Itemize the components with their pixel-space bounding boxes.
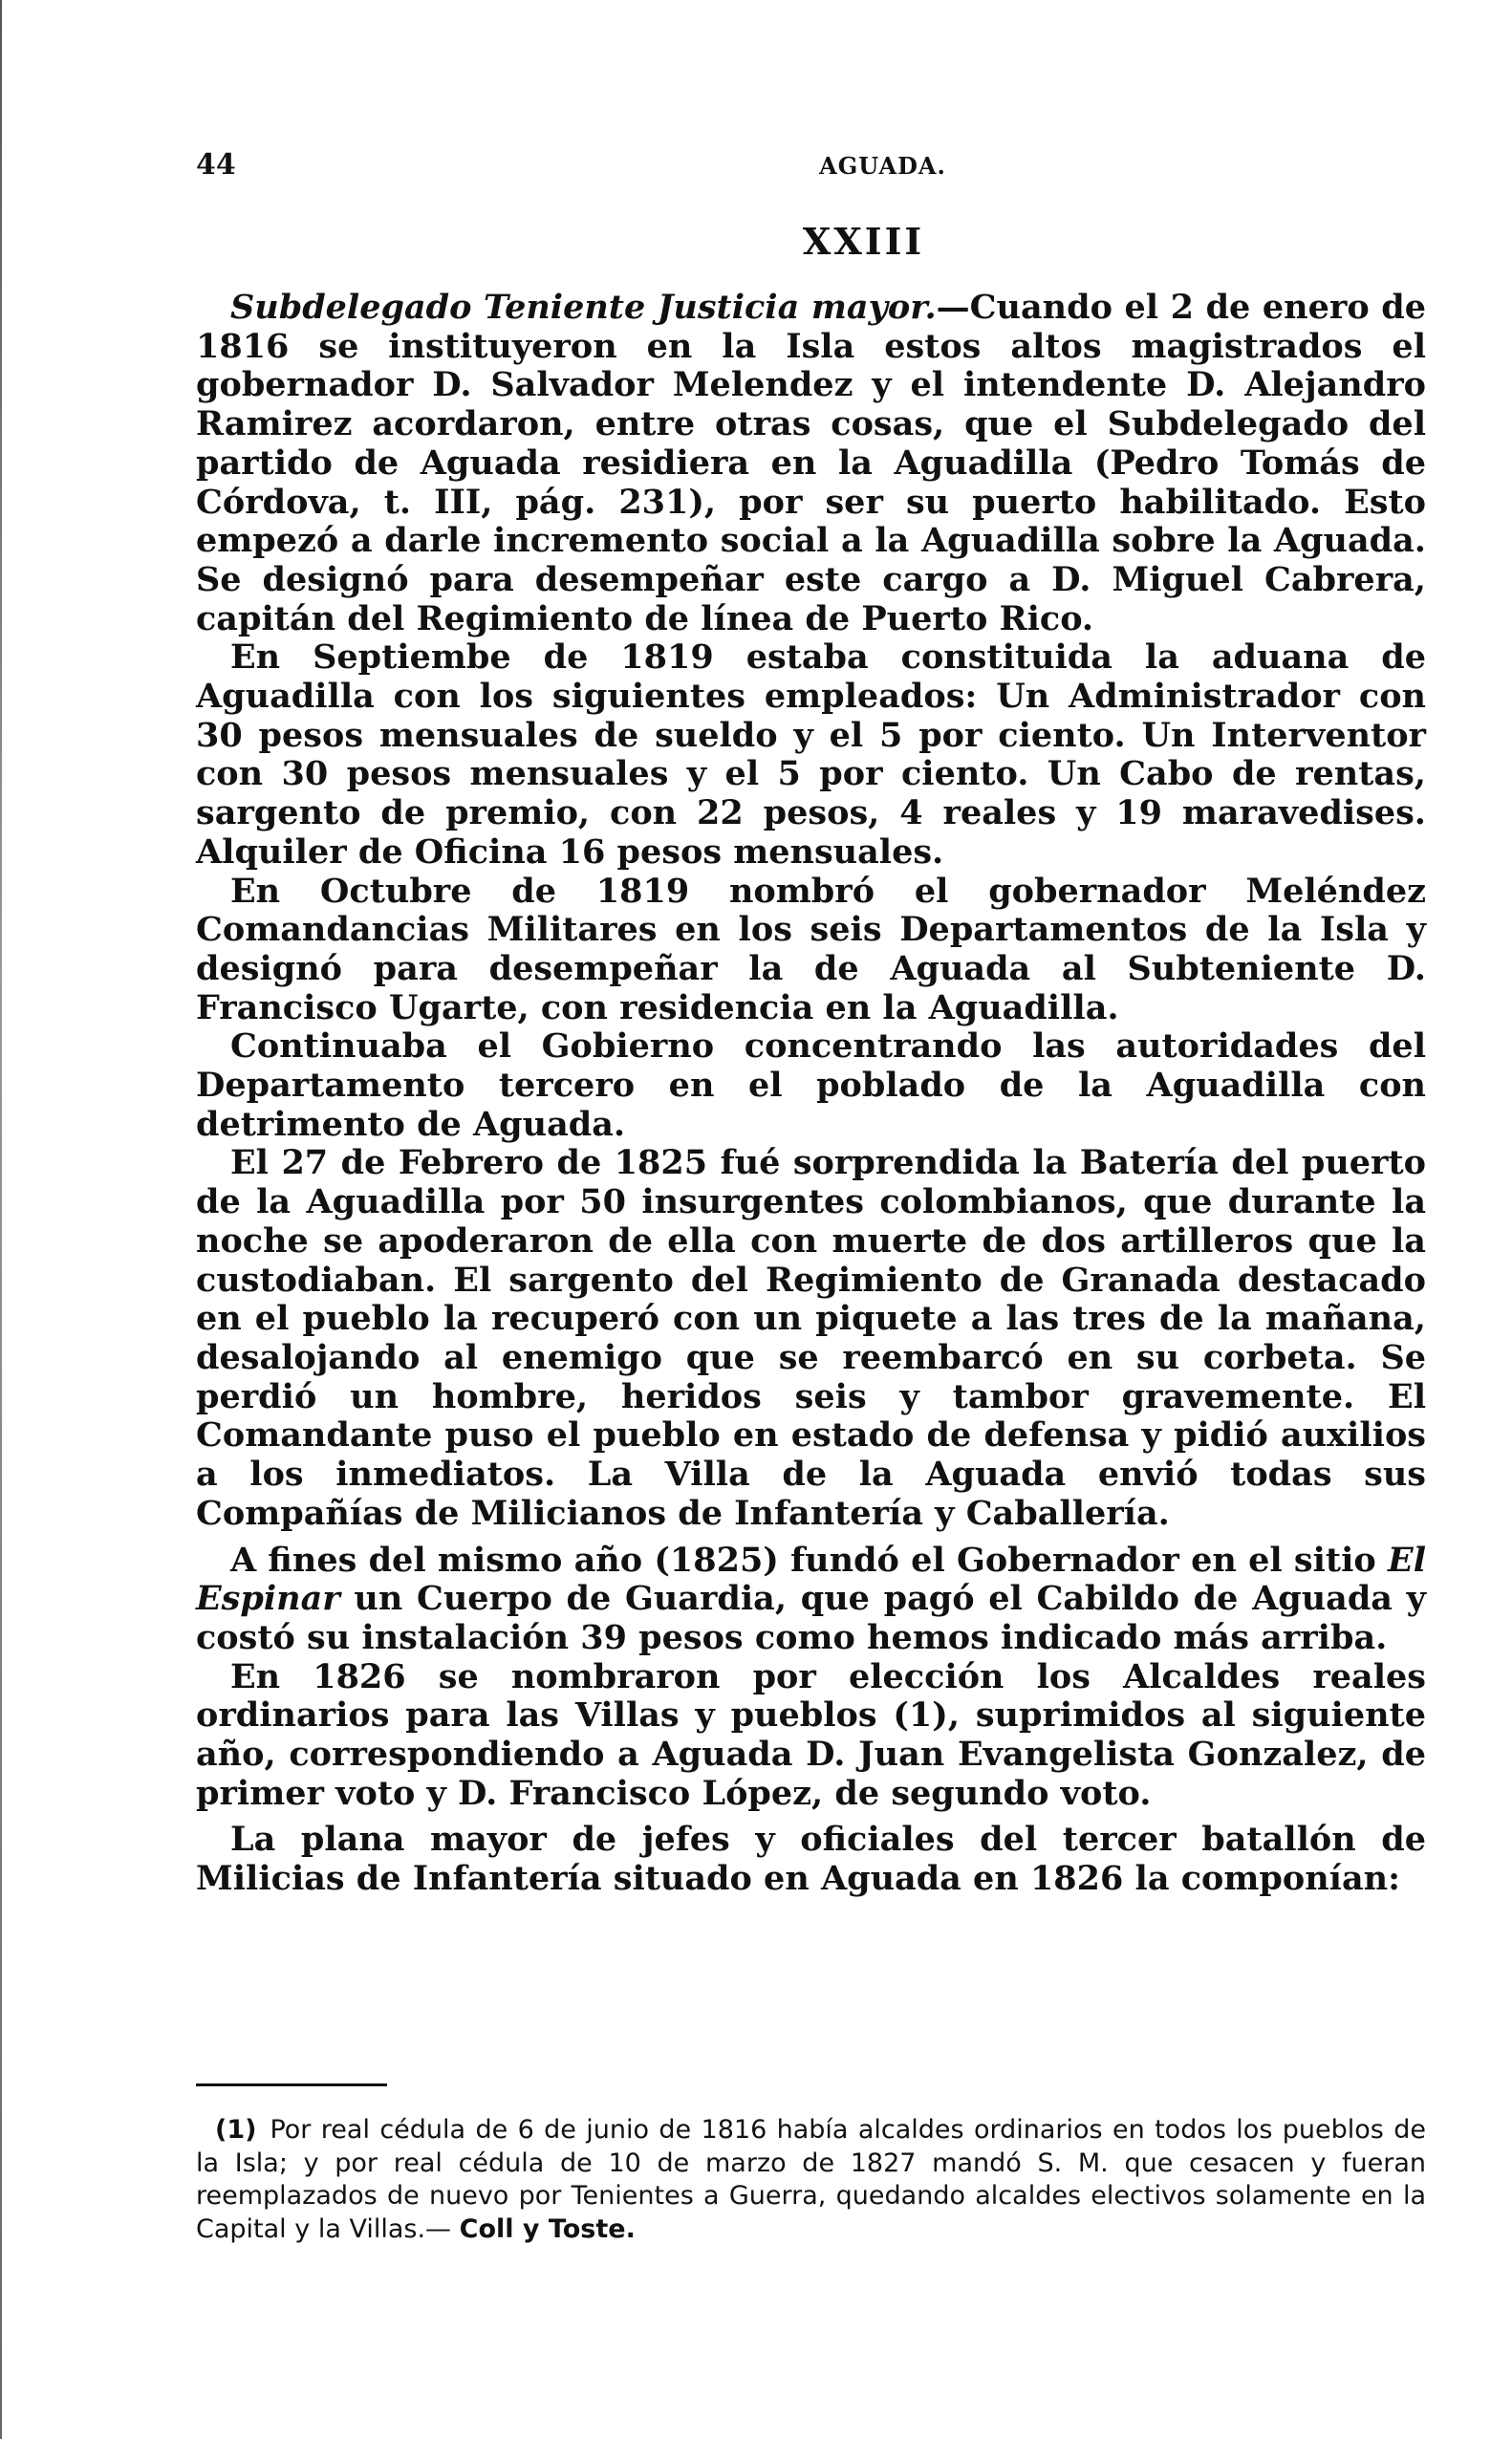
paragraph-6 [196,1542,1426,1658]
running-title: AGUADA. [819,152,946,180]
paragraph-4: Continuaba el Gobierno concentrando las autoridades del Departamento tercero en el poblado de la Aguadilla con detrimento de Aguada. [196,1026,1426,1144]
footnote [196,2114,1426,2246]
paragraph-7: En 1826 se nombraron por elección los Alcaldes reales ordinarios para las Villas y pueblos (1), suprimidos al siguiente año, correspondiendo a Aguada D. Juan Evangelista Gonzalez, de primer voto y D. Francisco López, de segundo voto. [196,1656,1426,1813]
footnote-text: Por real cédula de 6 de junio de 1816 había alcaldes ordinarios en todos los pueblos de la Isla; y por real cédula de 10 de marzo de 1827 mandó S. M. que cesacen y fueran reemplazados de nuevo por Tenientes a Guerra, quedando alcaldes electivos solamente en la Capital y la Villas.— [196,2115,1426,2244]
body-text [196,289,1426,1899]
scan-edge-line [0,0,2,2439]
paragraph-8: La plana mayor de jefes y oficiales del tercer batallón de Milicias de Infantería situado en Aguada en 1826 la componían: [196,1820,1426,1899]
chapter-title: XXIII [802,220,925,263]
place-name-italic: El Espinar [196,1540,1426,1619]
paragraph-heading: Subdelegado Teniente Justicia mayor. [230,288,937,327]
paragraph-2: En Septiembe de 1819 estaba constituida la aduana de Aguadilla con los siguientes empleados: Un Administrador con 30 pesos mensuales de sueldo y el 5 por ciento. Un Interventor con 30 pesos mensuales y el 5 por ciento. Un Cabo de rentas, sargento de premio, con 22 pesos, 4 reales y 19 maravedises. Alquiler de Oficina 16 pesos mensuales. [196,637,1426,872]
paragraph-1 [196,289,1426,638]
paragraph-6-start: A fines del mismo año (1825) fundó el Gobernador en el sitio [230,1540,1376,1580]
page-header [196,148,1426,186]
paragraph-3: En Octubre de 1819 nombró el gobernador Meléndez Comandancias Militares en los seis Departamentos de la Isla y designó para desempeñar la de Aguada al Subteniente D. Francisco Ugarte, con residencia en la Aguadilla. [196,871,1426,1027]
paragraph-6-end: un Cuerpo de Guardia, que pagó el Cabildo de Aguada y costó su instalación 39 pesos como hemos indicado más arriba. [196,1579,1426,1657]
footnote-divider [196,2083,387,2086]
paragraph-1-text: —Cuando el 2 de enero de 1816 se instituyeron en la Isla estos altos magistrados el gobernador D. Salvador Melendez y el intendente D. Alejandro Ramirez acordaron, entre otras cosas, que el Subdelegado del partido de Aguada residiera en la Aguadilla (Pedro Tomás de Córdova, t. III, pág. 231), por ser su puerto habilitado. Esto empezó a darle incremento social a la Aguadilla sobre la Aguada. Se designó para desempeñar este cargo a D. Miguel Cabrera, capitán del Regimiento de línea de Puerto Rico. [196,288,1426,638]
page-number: 44 [196,148,236,182]
footnote-marker: (1) [215,2115,257,2145]
footnote-author: Coll y Toste. [459,2213,636,2244]
paragraph-5: El 27 de Febrero de 1825 fué sorprendida la Batería del puerto de la Aguadilla por 50 insurgentes colombianos, que durante la noche se apoderaron de ella con muerte de dos artilleros que la custodiaban. El sargento del Regimiento de Granada destacado en el pueblo la recuperó con un piquete a las tres de la mañana, desalojando al enemigo que se reembarcó en su corbeta. Se perdió un hombre, heridos seis y tambor gravemente. El Comandante puso el pueblo en estado de defensa y pidió auxilios a los inmediatos. La Villa de la Aguada envió todas sus Compañías de Milicianos de Infantería y Caballería. [196,1143,1426,1533]
